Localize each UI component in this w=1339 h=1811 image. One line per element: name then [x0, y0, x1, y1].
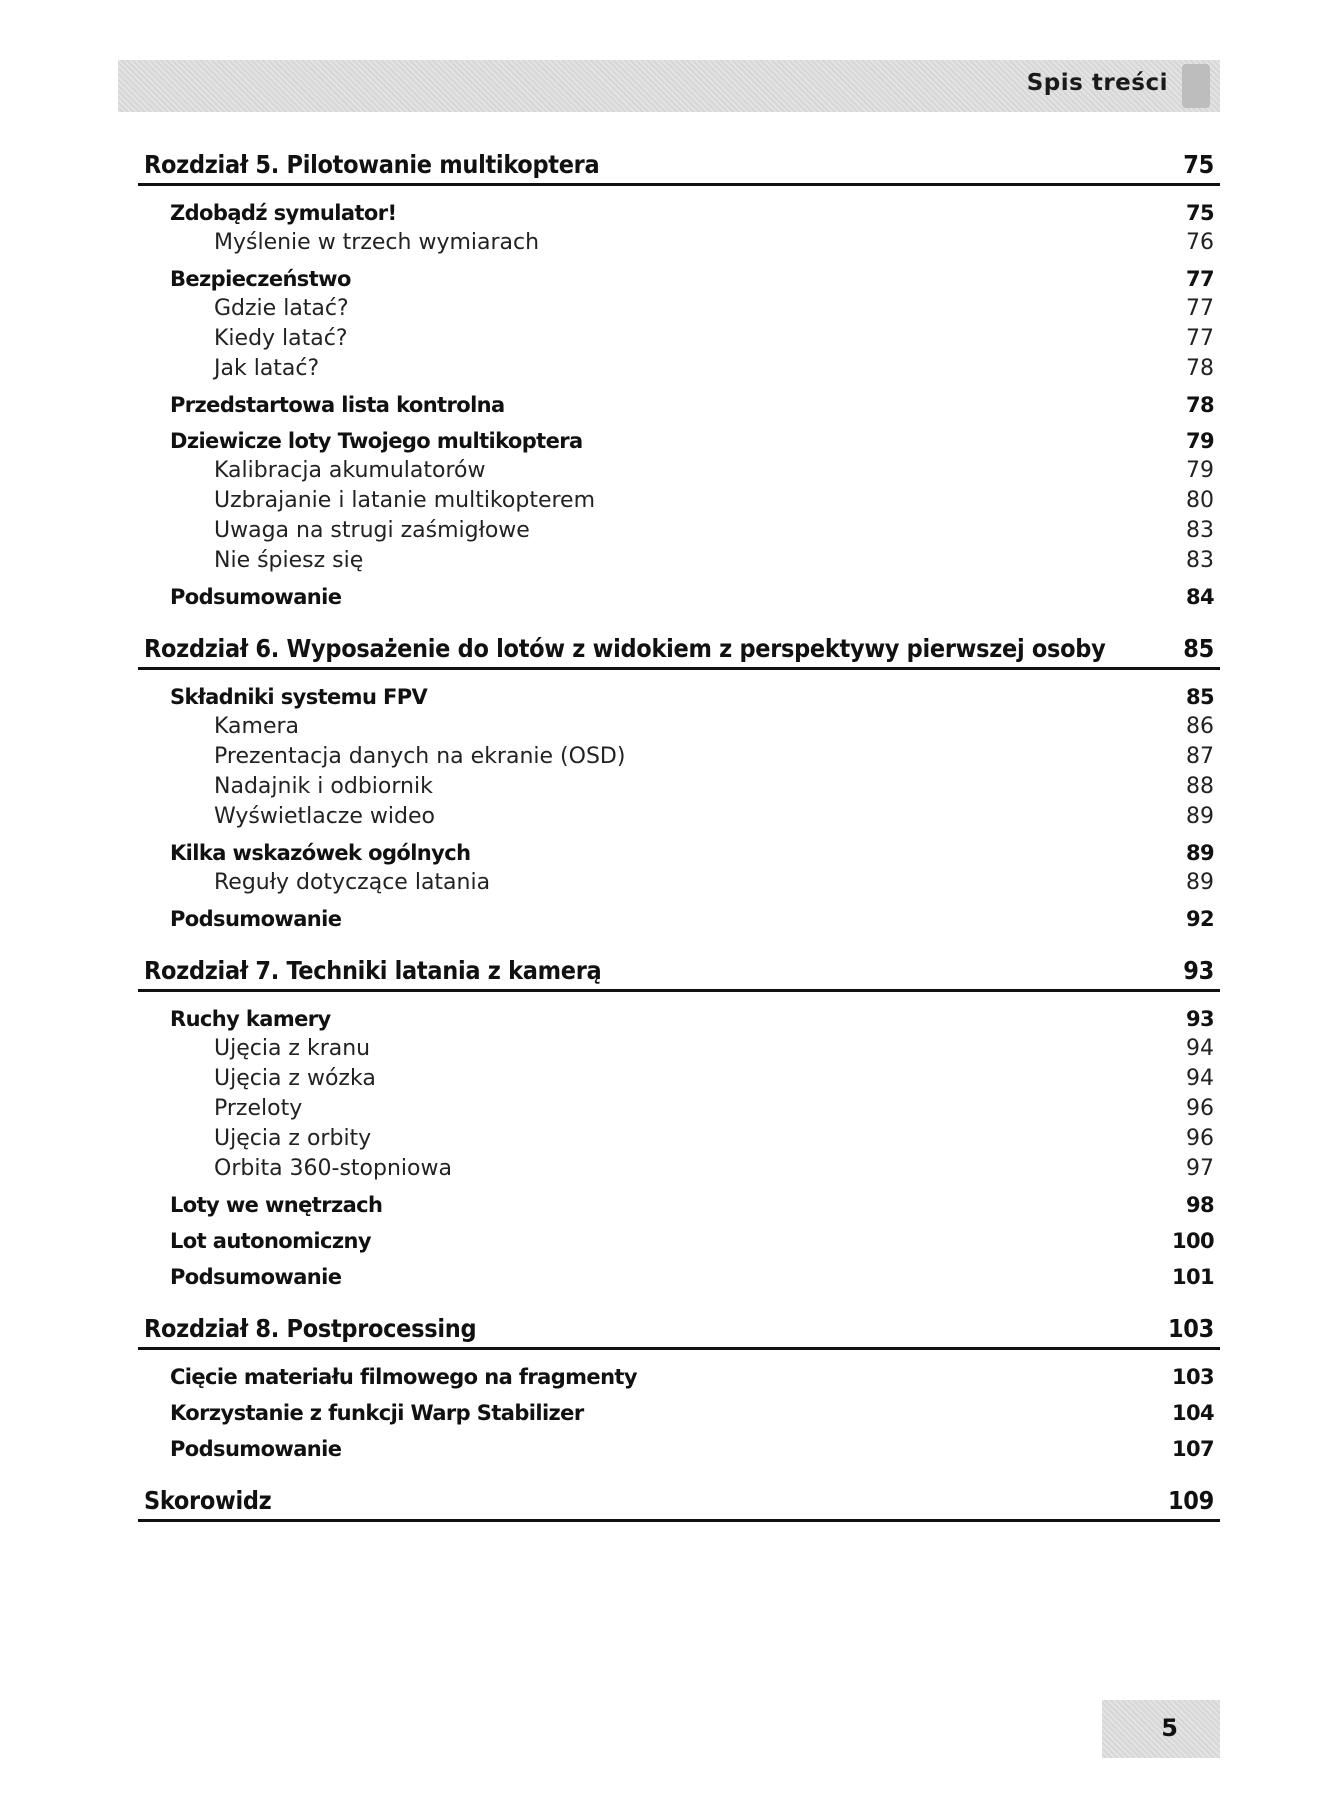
page-number: 5	[1161, 1714, 1178, 1742]
chapter-section	[138, 1486, 1220, 1522]
toc-section-entry[interactable]	[138, 838, 1220, 868]
chapter-title: Rozdział 6. Wyposażenie do lotów z widokiem z perspektywy pierwszej osoby	[144, 634, 1106, 663]
entry-title: Przedstartowa lista kontrolna	[170, 393, 505, 417]
entry-page-number: 97	[1186, 1156, 1214, 1181]
entry-title: Nie śpiesz się	[214, 548, 364, 573]
chapter-page-number: 103	[1167, 1314, 1214, 1343]
toc-subsection-entry[interactable]	[138, 1154, 1220, 1184]
entry-title: Gdzie latać?	[214, 296, 349, 321]
toc-subsection-entry[interactable]	[138, 772, 1220, 802]
entry-title: Kalibracja akumulatorów	[214, 458, 486, 483]
toc-section-entry[interactable]	[138, 1362, 1220, 1392]
entry-page-number: 93	[1185, 1007, 1214, 1031]
toc-subsection-entry[interactable]	[138, 294, 1220, 324]
header-tab-decoration	[1182, 64, 1210, 108]
entry-page-number: 96	[1186, 1096, 1214, 1121]
toc-subsection-entry[interactable]	[138, 456, 1220, 486]
toc-subsection-entry[interactable]	[138, 742, 1220, 772]
entry-title: Podsumowanie	[170, 1265, 342, 1289]
entry-page-number: 77	[1185, 267, 1214, 291]
toc-section-entry[interactable]	[138, 1226, 1220, 1256]
entry-title: Korzystanie z funkcji Warp Stabilizer	[170, 1401, 584, 1425]
chapter-heading[interactable]	[138, 150, 1220, 186]
chapter-section	[138, 634, 1220, 934]
chapter-page-number: 85	[1183, 634, 1214, 663]
entry-page-number: 83	[1186, 518, 1214, 543]
entry-title: Ujęcia z kranu	[214, 1036, 371, 1061]
toc-subsection-entry[interactable]	[138, 712, 1220, 742]
entry-page-number: 101	[1171, 1265, 1214, 1289]
entry-title: Nadajnik i odbiornik	[214, 774, 433, 799]
chapter-entries	[138, 1350, 1220, 1464]
chapter-heading[interactable]	[138, 1486, 1220, 1522]
toc-section-entry[interactable]	[138, 582, 1220, 612]
entry-page-number: 83	[1186, 548, 1214, 573]
entry-page-number: 85	[1185, 685, 1214, 709]
entry-page-number: 98	[1185, 1193, 1214, 1217]
entry-page-number: 88	[1186, 774, 1214, 799]
toc-section-entry[interactable]	[138, 390, 1220, 420]
chapter-section	[138, 1314, 1220, 1464]
chapter-heading[interactable]	[138, 956, 1220, 992]
toc-subsection-entry[interactable]	[138, 1124, 1220, 1154]
entry-title: Ujęcia z orbity	[214, 1126, 372, 1151]
entry-page-number: 107	[1171, 1437, 1214, 1461]
entry-page-number: 77	[1186, 296, 1214, 321]
chapter-page-number: 93	[1183, 956, 1214, 985]
entry-title: Uzbrajanie i latanie multikopterem	[214, 488, 596, 513]
toc-section-entry[interactable]	[138, 1262, 1220, 1292]
chapter-title: Rozdział 5. Pilotowanie multikoptera	[144, 150, 600, 179]
entry-title: Loty we wnętrzach	[170, 1193, 383, 1217]
toc-subsection-entry[interactable]	[138, 516, 1220, 546]
toc-section-entry[interactable]	[138, 682, 1220, 712]
entry-page-number: 76	[1186, 230, 1214, 255]
entry-title: Podsumowanie	[170, 1437, 342, 1461]
entry-title: Jak latać?	[214, 356, 320, 381]
toc-subsection-entry[interactable]	[138, 1094, 1220, 1124]
entry-page-number: 78	[1185, 393, 1214, 417]
entry-page-number: 87	[1186, 744, 1214, 769]
chapter-heading[interactable]	[138, 1314, 1220, 1350]
entry-title: Prezentacja danych na ekranie (OSD)	[214, 744, 626, 769]
entry-page-number: 94	[1186, 1066, 1214, 1091]
entry-page-number: 79	[1185, 429, 1214, 453]
entry-page-number: 104	[1171, 1401, 1214, 1425]
toc-section-entry[interactable]	[138, 1004, 1220, 1034]
entry-page-number: 103	[1171, 1365, 1214, 1389]
running-header	[118, 60, 1220, 112]
entry-page-number: 80	[1186, 488, 1214, 513]
entry-page-number: 92	[1185, 907, 1214, 931]
toc-section-entry[interactable]	[138, 1398, 1220, 1428]
entry-title: Cięcie materiału filmowego na fragmenty	[170, 1365, 637, 1389]
entry-title: Składniki systemu FPV	[170, 685, 428, 709]
page-number-box	[1102, 1700, 1220, 1758]
entry-page-number: 96	[1186, 1126, 1214, 1151]
chapter-entries	[138, 186, 1220, 612]
chapter-title: Skorowidz	[144, 1486, 272, 1515]
entry-title: Uwaga na strugi zaśmigłowe	[214, 518, 530, 543]
toc-subsection-entry[interactable]	[138, 354, 1220, 384]
toc-section-entry[interactable]	[138, 264, 1220, 294]
toc-subsection-entry[interactable]	[138, 1034, 1220, 1064]
entry-title: Myślenie w trzech wymiarach	[214, 230, 540, 255]
entry-title: Dziewicze loty Twojego multikoptera	[170, 429, 583, 453]
entry-title: Reguły dotyczące latania	[214, 870, 491, 895]
toc-section-entry[interactable]	[138, 1190, 1220, 1220]
chapter-title: Rozdział 8. Postprocessing	[144, 1314, 477, 1343]
chapter-page-number: 109	[1167, 1486, 1214, 1515]
toc-section-entry[interactable]	[138, 904, 1220, 934]
entry-title: Lot autonomiczny	[170, 1229, 371, 1253]
entry-page-number: 100	[1171, 1229, 1214, 1253]
toc-subsection-entry[interactable]	[138, 228, 1220, 258]
entry-title: Kiedy latać?	[214, 326, 348, 351]
toc-subsection-entry[interactable]	[138, 1064, 1220, 1094]
chapter-section	[138, 150, 1220, 612]
table-of-contents	[138, 150, 1220, 1544]
chapter-page-number: 75	[1183, 150, 1214, 179]
entry-page-number: 77	[1186, 326, 1214, 351]
toc-subsection-entry[interactable]	[138, 546, 1220, 576]
entry-page-number: 84	[1185, 585, 1214, 609]
entry-title: Kamera	[214, 714, 300, 739]
entry-title: Wyświetlacze wideo	[214, 804, 435, 829]
toc-section-entry[interactable]	[138, 426, 1220, 456]
entry-page-number: 78	[1186, 356, 1214, 381]
running-header-title: Spis treści	[1026, 70, 1168, 96]
entry-page-number: 75	[1185, 201, 1214, 225]
chapter-title: Rozdział 7. Techniki latania z kamerą	[144, 956, 602, 985]
entry-title: Ruchy kamery	[170, 1007, 331, 1031]
chapter-section	[138, 956, 1220, 1292]
toc-subsection-entry[interactable]	[138, 802, 1220, 832]
entry-page-number: 89	[1186, 804, 1214, 829]
toc-subsection-entry[interactable]	[138, 324, 1220, 354]
entry-title: Przeloty	[214, 1096, 303, 1121]
entry-title: Podsumowanie	[170, 585, 342, 609]
entry-page-number: 94	[1186, 1036, 1214, 1061]
entry-title: Podsumowanie	[170, 907, 342, 931]
entry-title: Bezpieczeństwo	[170, 267, 351, 291]
entry-title: Ujęcia z wózka	[214, 1066, 376, 1091]
toc-subsection-entry[interactable]	[138, 868, 1220, 898]
chapter-entries	[138, 670, 1220, 934]
entry-title: Zdobądź symulator!	[170, 201, 397, 225]
entry-title: Kilka wskazówek ogólnych	[170, 841, 471, 865]
chapter-heading[interactable]	[138, 634, 1220, 670]
toc-section-entry[interactable]	[138, 1434, 1220, 1464]
chapter-entries	[138, 992, 1220, 1292]
entry-title: Orbita 360-stopniowa	[214, 1156, 452, 1181]
entry-page-number: 79	[1186, 458, 1214, 483]
entry-page-number: 89	[1186, 870, 1214, 895]
toc-subsection-entry[interactable]	[138, 486, 1220, 516]
entry-page-number: 89	[1185, 841, 1214, 865]
entry-page-number: 86	[1186, 714, 1214, 739]
toc-section-entry[interactable]	[138, 198, 1220, 228]
